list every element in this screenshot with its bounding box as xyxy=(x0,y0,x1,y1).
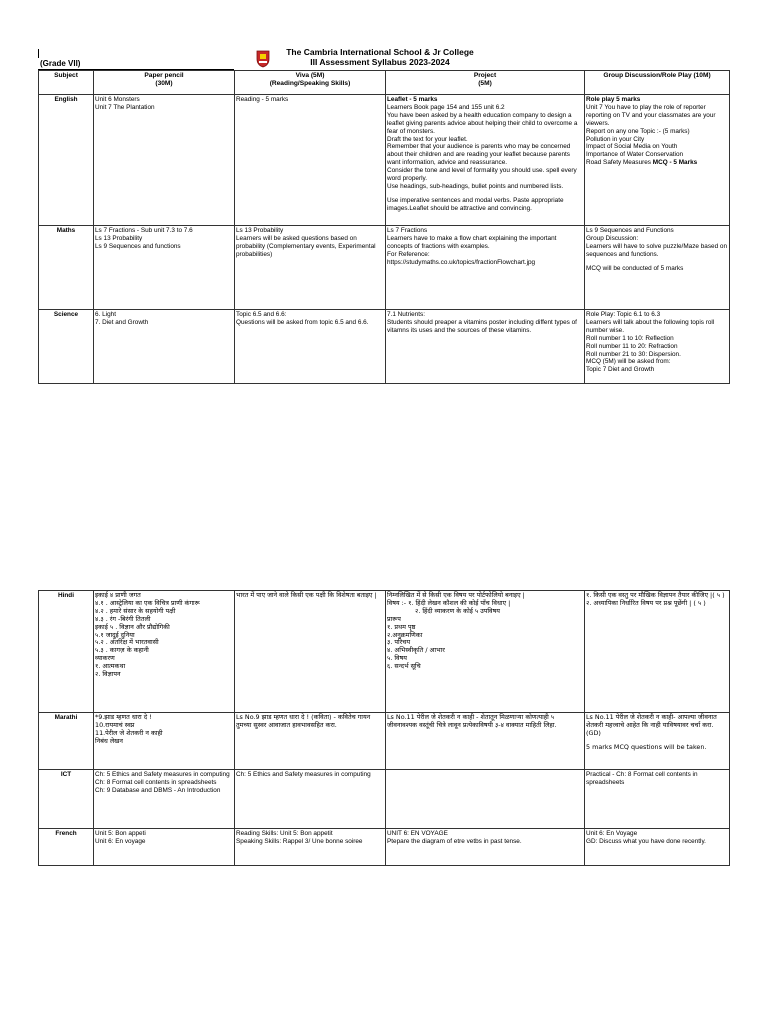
text-line: Ch: 8 Format cell contents in spreadsheets xyxy=(95,778,217,786)
text-line: २. विज्ञापन xyxy=(95,670,121,679)
text-line: २.अनुक्रमणिका xyxy=(387,630,423,639)
subject-maths: Maths xyxy=(39,226,94,310)
school-title xyxy=(230,47,530,67)
text-line: Ls No.11 पेरील जे शेतकरी न काही- आपल्या जीवनात शेतकरी महत्त्वाचे आहेत कि नाही याविषयावर चर्चा करा.(GD) xyxy=(586,713,717,737)
text-line: Reading - 5 marks xyxy=(236,96,289,103)
row-french xyxy=(39,829,730,866)
text-line: Ch: 5 Ethics and Safety measures in computing xyxy=(95,771,230,778)
text-line: Ls No.9 झाड म्हणत धारा दे ! (कविता) - कवितेच गायन तुमच्या सुस्वर आवाजात हावभावसहित करा. xyxy=(236,713,371,729)
english-group xyxy=(585,95,730,226)
text-span: Road Safety Measures xyxy=(586,159,652,167)
text-line: Unit 6 Monsters xyxy=(95,96,140,103)
text-line: १. प्रथम पृष्ठ xyxy=(387,622,416,631)
text-line: Ls 9 Sequences and Functions xyxy=(586,227,674,234)
text-line: Learners will talk about the following topis roll number wise. xyxy=(586,318,715,334)
hindi-group xyxy=(585,591,730,713)
text-line: Unit 6: En Voyage xyxy=(586,830,638,837)
science-paper xyxy=(94,310,235,384)
row-maths xyxy=(39,226,730,310)
maths-project xyxy=(386,226,585,310)
text-line: निम्नलिखित में से किसी एक विषय पर पोर्टफोलियो बनाइए | xyxy=(387,591,525,599)
text-line: इकाई ५ . विज्ञान और प्रौद्योगिकी xyxy=(95,622,170,631)
text-line: 7. Diet and Growth xyxy=(95,318,149,326)
text-line: १. किसी एक वस्तु पर मौखिक विज्ञापन तैयार कीजिए |( ५ ) xyxy=(586,591,725,599)
french-project xyxy=(386,829,585,866)
english-paper xyxy=(94,95,235,226)
text-line: भारत में पाए जाने वाले किसी एक पक्षी कि विशेषता बताइए | xyxy=(236,591,377,599)
text-cursor xyxy=(38,49,39,58)
text-line: 5 marks MCQ questions will be taken. xyxy=(586,742,707,751)
text-line: Consider the tone and level of formality you should use. spell every word properly. xyxy=(387,167,577,183)
text-line: Role Play: Topic 6.1 to 6.3 xyxy=(586,311,661,318)
french-group xyxy=(585,829,730,866)
text-line: MCQ (5M) will be asked from: xyxy=(586,358,671,366)
text-line: ६. सन्दर्भ सूचि xyxy=(387,662,421,671)
english-project xyxy=(386,95,585,226)
text-line: GD: Discuss what you have done recently. xyxy=(586,837,706,845)
text-line: Roll number 11 to 20: Refraction xyxy=(586,342,678,350)
text-line: ४.३ . रंग -बिरंगी तितली xyxy=(95,614,151,623)
text-line: Learners Book page 154 and 155 unit 6.2 xyxy=(387,103,505,111)
text-line: ४.१ . आस्ट्रेलिया का एक विचित्र प्राणी कंगारू xyxy=(95,598,200,607)
reference-link[interactable]: https://studymaths.co.uk/topics/fractionFlowchart.jpg xyxy=(387,258,536,266)
col-group-label: Group Discussion/Role Play (10M) xyxy=(603,72,711,79)
text-line: Ls 13 Probability xyxy=(95,234,143,242)
col-group xyxy=(585,71,730,95)
subject-ict: ICT xyxy=(39,770,94,829)
assessment-title: III Assessment Syllabus 2023-2024 xyxy=(310,57,450,67)
text-line: Importance of Water Conservation xyxy=(586,151,684,159)
ict-project xyxy=(386,770,585,829)
text-line: *9.झाड म्हणत धारा दे ! xyxy=(95,713,152,721)
maths-viva xyxy=(235,226,386,310)
col-subject xyxy=(39,71,94,95)
text-line: You have been asked by a health education company to design a leaflet giving parents advice about helping their child to overcome a fear of monsters. xyxy=(387,111,578,135)
row-ict xyxy=(39,770,730,829)
text-line: Ls 9 Sequences and functions xyxy=(95,242,181,250)
text-line: Ch: 9 Database and DBMS - An Introduction xyxy=(95,786,221,794)
text-line: ५. विषय xyxy=(387,654,407,663)
text-line: Remember that your audience is parents who may be concerned about their children and are reading your leaflet because parents want information, advice and reassurance. xyxy=(387,143,571,167)
text-line: 7.1 Nutrients: xyxy=(387,311,426,318)
subject-french: French xyxy=(39,829,94,866)
text-line: ४.२ . हमारे संसार के सहयोगी पक्षी xyxy=(95,606,176,615)
col-project xyxy=(386,71,585,95)
text-line: Roll number 21 to 30: Dispersion. xyxy=(586,350,681,358)
group-title: Role play 5 marks xyxy=(586,96,641,103)
text-line: ५.३ . कागज़ के कहानी xyxy=(95,646,149,655)
hindi-viva xyxy=(235,591,386,713)
french-viva xyxy=(235,829,386,866)
text-line: Use headings, sub-headings, bullet points and numbered lists. xyxy=(387,182,564,190)
text-line: 10.रायमाचं स्वप्न xyxy=(95,720,135,729)
text-line: Ls 7 Fractions - Sub unit 7.3 to 7.6 xyxy=(95,227,193,234)
col-paper-pencil xyxy=(94,71,235,95)
subject-science: Science xyxy=(39,310,94,384)
science-group xyxy=(585,310,730,384)
text-line: Unit 6: En voyage xyxy=(95,837,146,845)
text-line: Ls 7 Fractions xyxy=(387,227,428,234)
subject-hindi: Hindi xyxy=(39,591,94,713)
text-line xyxy=(586,159,728,167)
text-line: For Reference: xyxy=(387,250,430,258)
ict-group xyxy=(585,770,730,829)
text-line: Reading Skills: Unit 5: Bon appetit xyxy=(236,830,333,837)
row-science xyxy=(39,310,730,384)
text-line: विषय :- १. हिंदी लेखन कौशल की कोई पाँच विधाए | xyxy=(387,598,511,607)
text-line: ५.२ . अंतरिक्ष में भारतवासी xyxy=(95,638,159,647)
col-viva-sub: (Reading/Speaking Skills) xyxy=(269,80,351,87)
marathi-group xyxy=(585,713,730,770)
text-line: Practical - Ch: 8 Format cell contents in spreadsheets xyxy=(586,771,698,786)
text-line: MCQ will be conducted of 5 marks xyxy=(586,264,684,272)
text-line: Roll number 1 to 10: Reflection xyxy=(586,334,674,342)
col-paper-label: Paper pencil xyxy=(144,72,184,79)
ict-viva xyxy=(235,770,386,829)
text-line: Ptepare the diagram of etre vetbs in past tense. xyxy=(387,837,522,845)
science-viva xyxy=(235,310,386,384)
text-line: Learners have to make a flow chart explaining the important concepts of fractions with examples. xyxy=(387,234,557,250)
text-line: Topic 7 Diet and Growth xyxy=(586,366,655,374)
text-line: Impact of Social Media on Youth xyxy=(586,143,678,151)
row-english xyxy=(39,95,730,226)
text-line: 6. Light xyxy=(95,311,116,318)
col-subject-label: Subject xyxy=(54,72,78,79)
text-line: १. आत्मकथा xyxy=(95,662,126,671)
french-paper xyxy=(94,829,235,866)
row-hindi xyxy=(39,591,730,713)
page-header xyxy=(0,0,768,70)
syllabus-table-bottom xyxy=(38,590,730,866)
text-line: 11.पेरील जे शेतकरी न काही xyxy=(95,728,163,737)
text-line: Students should preaper a vitamins poster including diffent types of vitamns its uses and the sources of these vitamins. xyxy=(387,318,577,334)
science-project xyxy=(386,310,585,384)
marathi-viva xyxy=(235,713,386,770)
hindi-project xyxy=(386,591,585,713)
text-line: ४. अभिस्वीकृति / आभार xyxy=(387,646,445,655)
subject-english: English xyxy=(39,95,94,226)
text-line: Learners will have to solve puzzle/Maze based on sequences and functions. xyxy=(586,242,728,258)
text-line: Pollution in your City xyxy=(586,135,645,143)
col-paper-marks: (30M) xyxy=(155,80,173,87)
text-line: ३. परिचय xyxy=(387,638,411,647)
text-line: Group Discussion: xyxy=(586,234,639,242)
col-project-marks: (5M) xyxy=(478,80,492,87)
hindi-paper xyxy=(94,591,235,713)
text-line: Ls 13 Probability xyxy=(236,227,284,234)
text-line: Report on any one Topic :- (5 marks) xyxy=(586,127,690,135)
text-line: Questions will be asked from topic 6.5 and 6.6. xyxy=(236,318,369,326)
text-line: Ls No.11 पेरील जे शेतकरी न काही - शेतातून मिळणाऱ्या कोणत्याही ५ जीवनावश्यक वस्तूंची चित्रे लावून प्रत्येकाविषयी ३-४ वाक्यात माहिती लिहा. xyxy=(387,713,557,729)
english-viva xyxy=(235,95,386,226)
subject-marathi: Marathi xyxy=(39,713,94,770)
text-line: ५.१ जादुई दुनिया xyxy=(95,630,135,639)
syllabus-table-top xyxy=(38,70,730,384)
col-project-label: Project xyxy=(473,72,497,79)
text-line: Draft the text for your leaflet. xyxy=(387,135,468,143)
project-title: Leaflet - 5 marks xyxy=(387,96,438,103)
text-line: २. हिंदी व्याकरण के कोई ५ उपविषय xyxy=(415,606,501,615)
text-line: २. अध्यापिका निर्धारित विषय पर प्रश्न पूछेंगी | ( ५ ) xyxy=(586,598,706,607)
col-viva xyxy=(235,71,386,95)
text-line: Topic 6.5 and 6.6: xyxy=(236,311,287,318)
maths-group xyxy=(585,226,730,310)
text-line: प्रारूप xyxy=(387,614,401,623)
text-line: इकाई ४ प्राणी जगत xyxy=(95,591,141,599)
text-line: UNIT 6: EN VOYAGE xyxy=(387,830,448,837)
text-line: व्याकरण xyxy=(95,654,115,663)
text-line: Ch: 5 Ethics and Safety measures in computing xyxy=(236,771,371,778)
row-marathi xyxy=(39,713,730,770)
text-line: निबंध लेखन xyxy=(95,736,123,745)
text-line: Unit 7 The Plantation xyxy=(95,103,155,111)
text-line: Speaking Skills: Rappel 3/ Une bonne soiree xyxy=(236,837,363,845)
grade-label: (Grade VII) xyxy=(40,59,81,68)
text-line: Unit 7 You have to play the role of reporter reporting on TV and your classmates are your viewers. xyxy=(586,103,716,127)
marathi-project xyxy=(386,713,585,770)
ict-paper xyxy=(94,770,235,829)
text-line: Learners will be asked questions based on probability (Complementary events, Experimental probabilities) xyxy=(236,234,376,258)
mcq-label: MCQ - 5 Marks xyxy=(652,159,698,167)
text-line: Use imperative sentences and modal verbs. Paste appropriate images.Leaflet should be attractive and convincing. xyxy=(387,196,564,212)
maths-paper xyxy=(94,226,235,310)
school-name: The Cambria International School & Jr College xyxy=(286,47,474,57)
marathi-paper xyxy=(94,713,235,770)
header-row xyxy=(39,71,730,95)
col-viva-label: Viva (5M) xyxy=(295,72,325,79)
text-line: Unit 5: Bon appeti xyxy=(95,830,146,837)
